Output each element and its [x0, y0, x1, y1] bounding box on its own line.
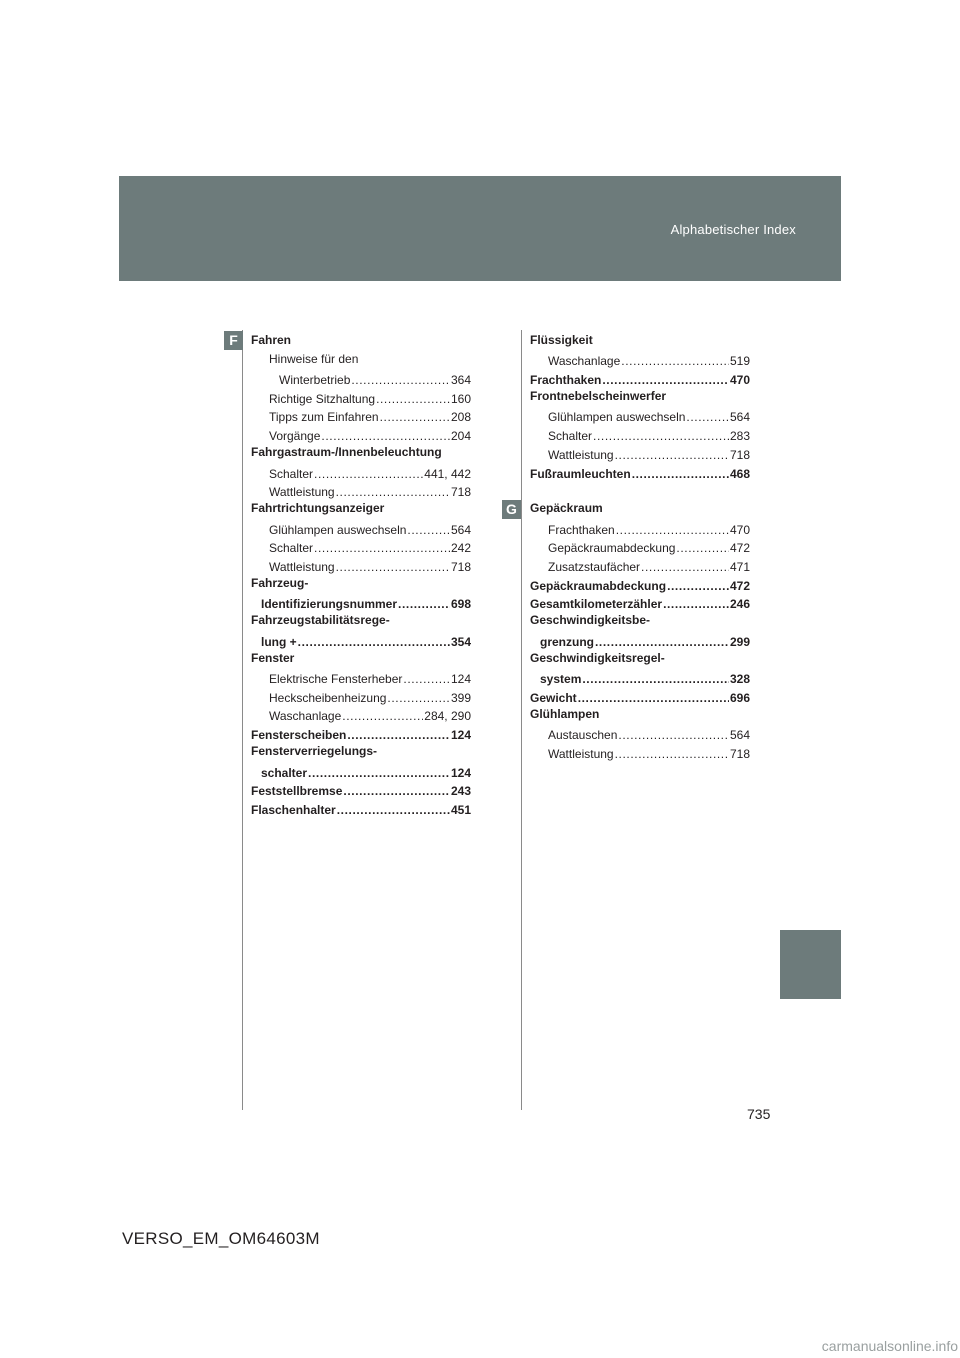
index-heading: Fahrtrichtungsanzeiger	[251, 501, 385, 516]
index-entry[interactable]: Glühlampen auswechseln ..... 564	[251, 518, 471, 537]
index-entry[interactable]: Schalter ..... 242	[251, 537, 471, 556]
index-entry[interactable]: Winterbetrieb ..... 364	[251, 368, 471, 387]
index-entry[interactable]: system ..... 328	[530, 667, 750, 686]
index-entry[interactable]: Identifizierungsnummer ..... 698	[251, 593, 471, 612]
index-entry[interactable]: Fensterscheiben ..... 124	[251, 723, 471, 742]
index-entry[interactable]: Vorgänge ..... 204	[251, 424, 471, 443]
letter-tab-f: F	[224, 331, 243, 350]
index-heading: Fahrzeug-	[251, 575, 309, 590]
page-number: 735	[747, 1106, 771, 1122]
index-heading: Geschwindigkeitsregel-	[530, 650, 665, 665]
index-entry[interactable]: Fußraumleuchten ..... 468	[530, 462, 750, 481]
index-entry[interactable]: grenzung ..... 299	[530, 630, 750, 649]
index-entry[interactable]: Elektrische Fensterheber ..... 124	[251, 667, 471, 686]
index-entry[interactable]: Wattleistung ..... 718	[530, 443, 750, 462]
index-entry[interactable]: Frachthaken ..... 470	[530, 518, 750, 537]
chapter-thumb-tab	[780, 930, 841, 999]
index-entry[interactable]: Waschanlage ..... 284, 290	[251, 705, 471, 724]
section-title: Alphabetischer Index	[670, 222, 796, 237]
index-column-f	[251, 331, 471, 817]
index-entry[interactable]: Gepäckraumabdeckung ..... 472	[530, 574, 750, 593]
index-entry[interactable]: Schalter ..... 283	[530, 424, 750, 443]
index-entry[interactable]: Schalter ..... 441, 442	[251, 462, 471, 481]
letter-tab-g: G	[502, 500, 521, 519]
index-entry[interactable]: Waschanlage ..... 519	[530, 350, 750, 369]
index-heading: Frontnebelscheinwerfer	[530, 389, 667, 404]
index-entry[interactable]: Austauschen ..... 564	[530, 723, 750, 742]
index-entry[interactable]: Wattleistung ..... 718	[251, 481, 471, 500]
index-entry[interactable]: Wattleistung ..... 718	[251, 555, 471, 574]
index-subentry-text: Hinweise für den	[269, 351, 359, 366]
index-entry[interactable]: Frachthaken ..... 470	[530, 368, 750, 387]
index-entry[interactable]: Gepäckraumabdeckung ..... 472	[530, 537, 750, 556]
header-band	[119, 176, 841, 281]
section-gap	[530, 481, 750, 500]
index-entry[interactable]: Richtige Sitzhaltung ..... 160	[251, 387, 471, 406]
index-entry[interactable]: Gesamtkilometerzähler ..... 246	[530, 593, 750, 612]
index-entry[interactable]: Glühlampen auswechseln ..... 564	[530, 406, 750, 425]
index-heading: Fahren	[251, 333, 292, 347]
index-heading: Fahrzeugstabilitätsrege-	[251, 613, 390, 628]
index-heading: Geschwindigkeitsbe-	[530, 613, 651, 628]
index-column-fg	[530, 331, 750, 761]
index-heading: Fensterverriegelungs-	[251, 744, 378, 759]
index-entry[interactable]: Flaschenhalter ..... 451	[251, 798, 471, 817]
watermark: carmanualsonline.info	[821, 1338, 958, 1354]
document-code: VERSO_EM_OM64603M	[122, 1229, 320, 1248]
index-entry[interactable]: Heckscheibenheizung ..... 399	[251, 686, 471, 705]
index-entry[interactable]: Tipps zum Einfahren ..... 208	[251, 406, 471, 425]
index-entry[interactable]: Feststellbremse ..... 243	[251, 780, 471, 799]
index-heading: Gepäckraum	[530, 501, 603, 516]
index-heading: Glühlampen	[530, 706, 600, 721]
index-entry[interactable]: Gewicht ..... 696	[530, 686, 750, 705]
column-divider-left	[242, 330, 243, 1110]
index-entry[interactable]: Zusatzstaufächer ..... 471	[530, 555, 750, 574]
index-heading: Fenster	[251, 650, 295, 665]
index-entry[interactable]: Wattleistung ..... 718	[530, 742, 750, 761]
index-heading: Fahrgastraum-/Innenbeleuchtung	[251, 445, 442, 460]
index-entry[interactable]: lung + ..... 354	[251, 630, 471, 649]
column-divider-middle	[521, 330, 522, 1110]
index-entry[interactable]: schalter ..... 124	[251, 761, 471, 780]
index-heading: Flüssigkeit	[530, 333, 593, 347]
